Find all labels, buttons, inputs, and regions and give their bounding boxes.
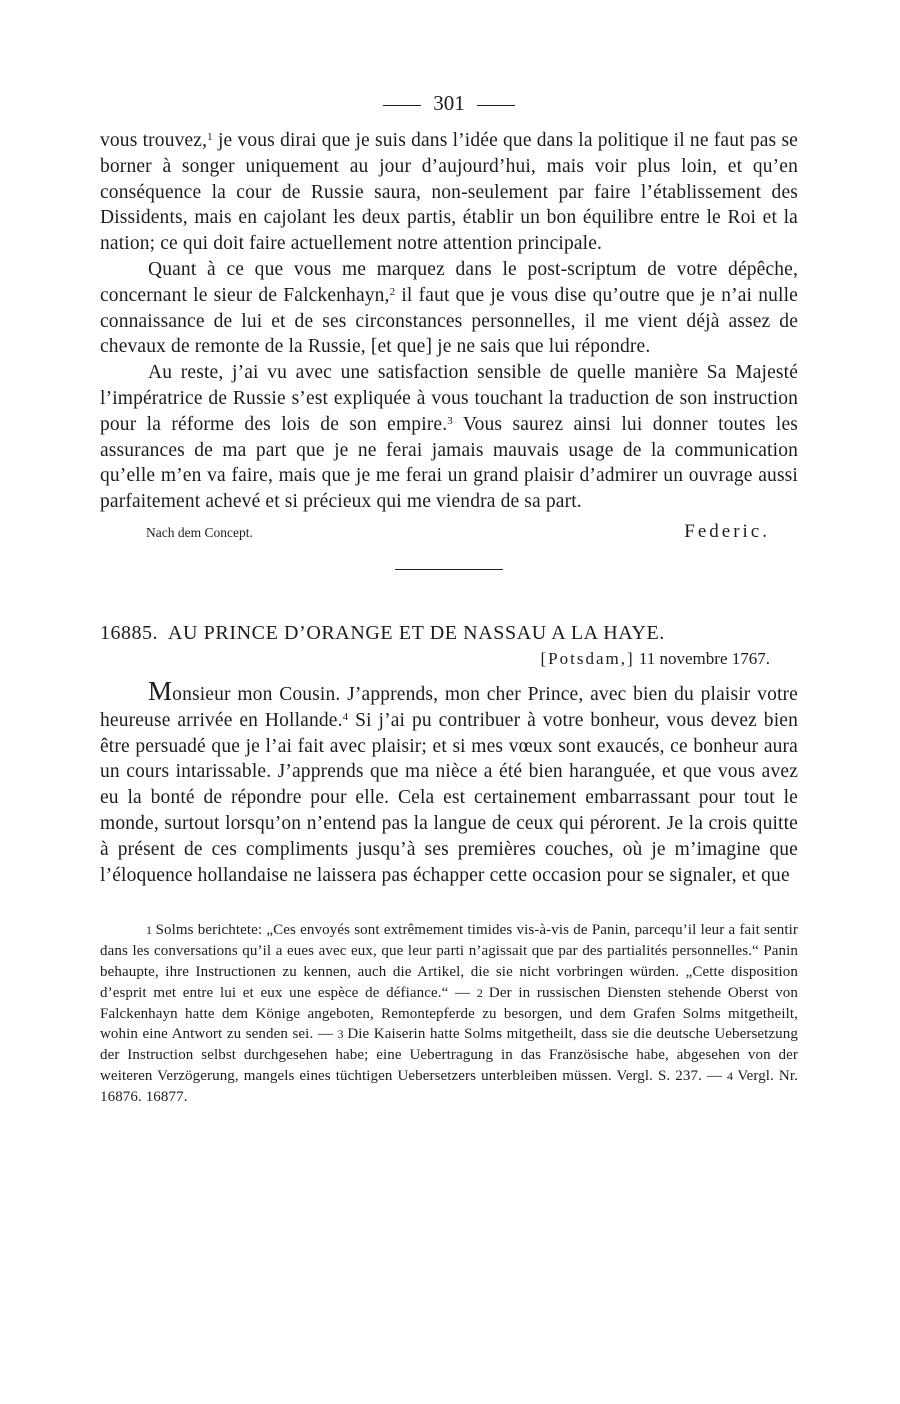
paragraph-text: vous trouvez, xyxy=(100,130,208,151)
page-header xyxy=(100,88,798,128)
footnote-number: 4 xyxy=(727,1068,738,1083)
paragraph: Au reste, j’ai vu avec une satisfaction sensible de quelle manière Sa Majesté l’impératrice de Russie s’est expliquée à vous touchant la traduction de son instruction pour la réforme des lois de son empire.$^3$ Vous saurez ainsi lui donner toutes les assurances de ma part que je ne ferai jamais mauvais usage de la communication qu’elle m’en va faire, mais que je me ferai un grand plaisir d’admirer un ouvrage aussi parfaitement achevé et si précieux qui me viendra de sa part. xyxy=(100,362,798,513)
footnote-marker: 2 xyxy=(389,285,396,298)
section-divider xyxy=(395,569,503,570)
header-dash-right xyxy=(477,105,515,106)
footnote-number: 2 xyxy=(476,985,489,1000)
dateline xyxy=(100,649,770,669)
footnote-number: 3 xyxy=(337,1027,348,1042)
letter-text: onsieur mon Cousin. J’apprends, mon cher Prince, avec bien du plaisir votre heureuse arrivée en Hollande.$^4$ Si j’ai pu contribuer à votre bonheur, vous devez bien être persuadé que je l’ai fait avec plaisir; et si mes vœux sont exaucés, ce bonheur aura un cours intarissable. J’apprends que ma nièce a été bien haranguée, et que vous avez eu la bonté de répondre pour elle. Cela est certainement embarrassant pour tout le monde, surtout lorsqu’on n’entend pas la langue de ceux qui pérorent. Je la crois quitte à présent de ces compliments jusqu’à ses premières couches, où je m’imagine que l’éloquence hollandaise ne laissera pas échapper cette occasion pour se signaler, et que xyxy=(100,683,798,886)
footnote-block xyxy=(100,920,798,1107)
letter-title: AU PRINCE D’ORANGE ET DE NASSAU A LA HAYE. xyxy=(168,621,665,644)
signature: Federic. xyxy=(684,520,770,542)
letter-heading xyxy=(100,622,798,645)
letter-continuation xyxy=(100,128,798,515)
footnote-number: 1 xyxy=(146,923,156,938)
date: 11 novembre 1767. xyxy=(638,648,770,668)
footnote-text: Solms berichtete: „Ces envoyés sont extrêmement timides vis-à-vis de Panin, parcequ’il leur a fait sentir dans les conversations qu’il a eues avec eux, que leur parti n’agissait que par des partialités personnelles.“ Panin behaupte, ihre Instructionen zu kennen, auch die Artikel, die sie nicht vorbringen würden. „Cette disposition d’esprit met entre lui et eux une espèce de défiance.“ — xyxy=(100,922,798,1001)
paragraph-text: Au reste, j’ai vu avec une satisfaction sensible de quelle manière Sa Majesté l’impératrice de Russie s’est expliquée à vous touchant la traduction de son instruction pour la réforme des lois de son empire. xyxy=(100,362,798,435)
paragraph: Quant à ce que vous me marquez dans le post-scriptum de votre dépêche, concernant le sieur de Falckenhayn,$^2$ il faut que je vous dise qu’outre que je n’ai nulle connaissance de lui et de ses circonstances personnelles, il me vient déjà assez de chevaux de remonte de la Russie, [et que] je ne sais que lui répondre. xyxy=(100,258,798,358)
footnote-marker: 1 xyxy=(207,131,213,143)
footnote-marker: 3 xyxy=(447,414,453,427)
paragraph-text: Quant à ce que vous me marquez dans le post-scriptum de votre dépêche, concernant le sieur de Falckenhayn, xyxy=(100,258,798,306)
letter-body xyxy=(100,675,798,888)
footnote-text: Die Kaiserin hatte Solms mitgetheilt, dass sie die deutsche Uebersetzung der Instruction selbst durchgesehen habe; eine Uebertragung in das Französische habe, abgesehen von der weiteren Verzögerung, mangels eines tüchtigen Uebersetzers unterbleiben müssen. Vergl. S. 237. — xyxy=(100,1026,798,1084)
footnote-text: Vergl. Nr. 16876. 16877. xyxy=(100,1067,798,1105)
initial-letter: M xyxy=(148,675,173,706)
book-page xyxy=(100,88,798,1108)
footnote-marker: 4 xyxy=(342,710,349,723)
page-number: 301 xyxy=(433,91,465,115)
paragraph: vous trouvez,$^1$ je vous dirai que je suis dans l’idée que dans la politique il ne faut pas se borner à songer uniquement au jour d’aujourd’hui, mais voir plus loin, et qu’en conséquence la cour de Russie saura, non-seulement par faire l’établissement des Dissidents, mais en cajolant les deux partis, établir un bon équilibre entre le Roi et la nation; ce qui doit faire actuellement notre attention principale. xyxy=(100,130,798,255)
source-note: Nach dem Concept. xyxy=(146,524,253,540)
footnote-text: Der in russischen Diensten stehende Oberst von Falckenhayn hatte dem Könige angeboten, Remontepferde zu besorgen, und dem Grafen Solms mitgetheilt, wohin eine Antwort zu senden sei. — xyxy=(100,984,798,1043)
footnotes xyxy=(100,920,798,1107)
date-place: [Potsdam,] xyxy=(540,648,635,668)
header-dash-left xyxy=(383,105,421,106)
letter-number: 16885. xyxy=(100,621,158,644)
paragraph xyxy=(100,675,798,888)
signature-block xyxy=(100,521,798,543)
